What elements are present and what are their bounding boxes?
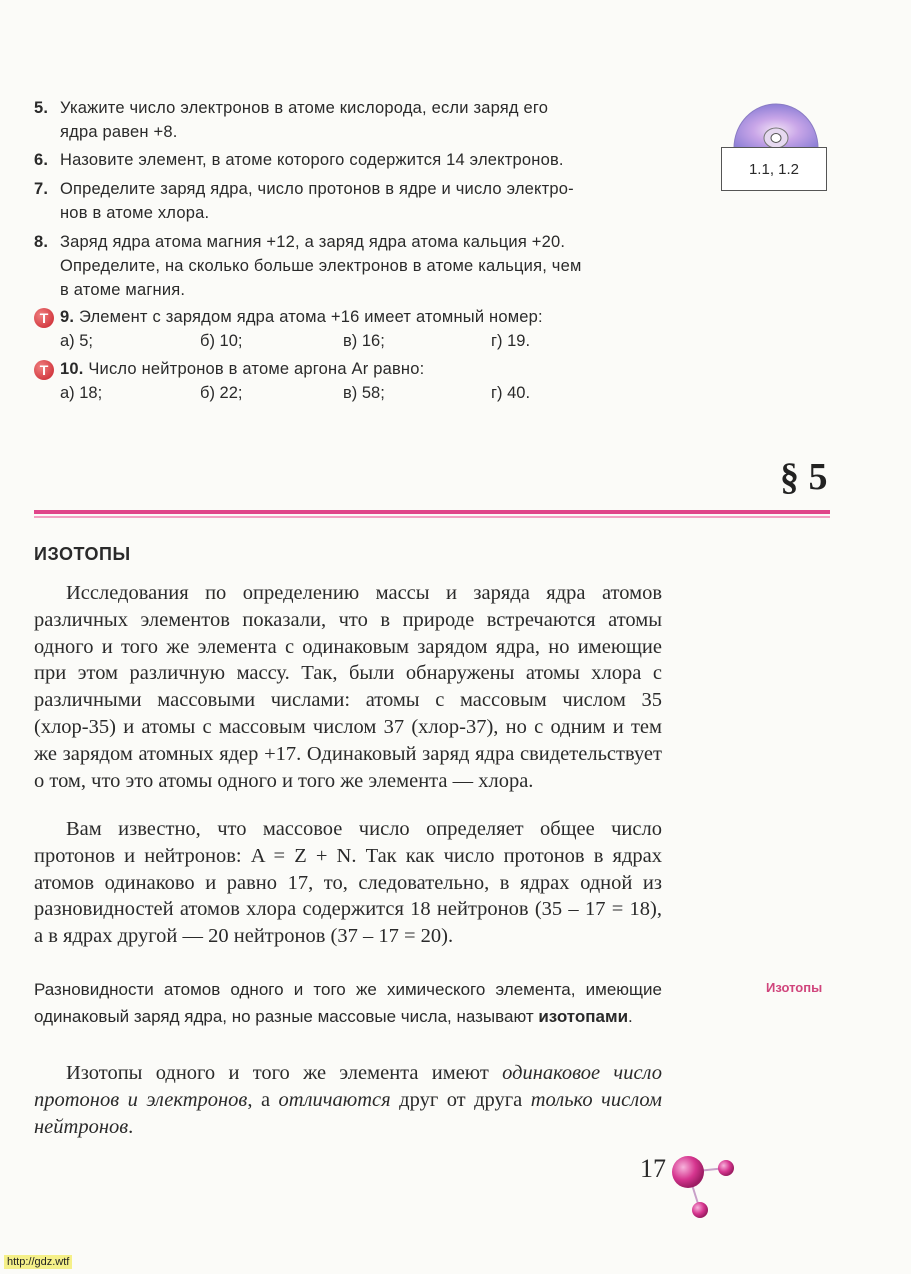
cd-reference-box: 1.1, 1.2 xyxy=(721,147,827,191)
definition-block xyxy=(34,977,662,1030)
paragraph-2 xyxy=(34,816,662,950)
question-text-cont: Определите, на сколько больше электронов в атоме кальция, чем xyxy=(60,257,582,275)
option-d: г) 19. xyxy=(491,332,531,350)
option-b: б) 22; xyxy=(200,384,243,402)
option-a: а) 18; xyxy=(60,384,103,402)
text-span: Изотопы одного и того же элемента имеют xyxy=(66,1062,503,1084)
definition-term: изотопами xyxy=(538,1006,629,1026)
question-text: Назовите элемент, в атоме которого содержится 14 электронов. xyxy=(60,151,564,169)
option-c: в) 58; xyxy=(343,384,385,402)
cd-disc-icon xyxy=(730,98,830,150)
paragraph-3 xyxy=(34,1060,662,1140)
question-8 xyxy=(34,230,674,302)
question-text: Заряд ядра атома магния +12, а заряд ядра атома кальция +20. xyxy=(60,233,566,251)
page-number: 17 xyxy=(640,1154,666,1183)
question-text-cont: ядра равен +8. xyxy=(60,123,178,141)
watermark-link[interactable]: http://gdz.wtf xyxy=(4,1255,72,1269)
question-6 xyxy=(34,148,674,172)
test-question-9 xyxy=(60,305,660,329)
question-number: 5. xyxy=(34,99,49,117)
question-text: Укажите число электронов в атоме кислорода, если заряд его xyxy=(60,99,549,117)
molecule-icon xyxy=(664,1150,744,1222)
definition-text: Разновидности атомов одного и того же химического элемента, имеющие одинаковый заряд ядра, но разные массовые числа, называют xyxy=(34,980,662,1026)
question-5 xyxy=(34,96,674,144)
option-d: г) 40. xyxy=(491,384,531,402)
question-text: Число нейтронов в атоме аргона Ar равно: xyxy=(88,360,425,378)
question-number: 9. xyxy=(60,308,75,326)
question-number: 6. xyxy=(34,151,49,169)
text-span: , а xyxy=(247,1088,279,1111)
question-number: 7. xyxy=(34,180,49,198)
question-number: 8. xyxy=(34,233,49,251)
test-badge-icon: Т xyxy=(34,308,54,328)
section-divider xyxy=(34,510,830,514)
test-question-10 xyxy=(60,357,660,381)
test-badge-icon: Т xyxy=(34,360,54,380)
section-heading: ИЗОТОПЫ xyxy=(34,544,131,564)
question-text-cont: нов в атоме хлора. xyxy=(60,204,210,222)
question-text-cont2: в атоме магния. xyxy=(60,281,186,299)
definition-end: . xyxy=(628,1006,633,1026)
italic-span: отличаются xyxy=(278,1088,391,1111)
section-number: § 5 xyxy=(780,456,828,498)
paragraph-text: Исследования по определению массы и заряда ядра атомов различных элементов показали, что в природе встречаются атомы одного и того же элемента с одинаковым зарядом ядра, но имеющие при этом различную массу. Так, были обнаружены атомы хлора с различными массовыми числами: атомы с массовым числом 35 (хлор-35) и атомы с массовым числом 37 (хлор-37), но с одним и тем же зарядом атомных ядер +17. Одинаковый заряд ядра свидетельствует о том, что это атомы одного и того же элемента — хлора. xyxy=(34,582,662,792)
italic-span: только числом нейтронов xyxy=(34,1088,662,1138)
paragraph-text xyxy=(34,1060,662,1140)
question-text: Определите заряд ядра, число протонов в ядре и число электро- xyxy=(60,180,574,198)
paragraph-text: Вам известно, что массовое число определяет общее число протонов и нейтронов: A = Z + N. Так как число протонов в ядрах атомов одинаково и равно 17, то, следовательно, в ядрах одной из разновидностей атомов хлора содержится 18 нейтронов (35 – 17 = 18), а в ядрах другой — 20 нейтронов (37 – 17 = 20). xyxy=(34,818,662,948)
paragraph-1 xyxy=(34,580,662,794)
option-b: б) 10; xyxy=(200,332,243,350)
option-c: в) 16; xyxy=(343,332,385,350)
question-7 xyxy=(34,177,674,225)
margin-label: Изотопы xyxy=(766,980,823,995)
section-divider-thin xyxy=(34,516,830,518)
text-span: друг от друга xyxy=(390,1088,531,1111)
question-text: Элемент с зарядом ядра атома +16 имеет атомный номер: xyxy=(78,308,543,326)
text-span: . xyxy=(128,1115,134,1138)
italic-span: одинаковое число протонов и электронов xyxy=(34,1062,662,1111)
question-number: 10. xyxy=(60,360,84,378)
option-a: а) 5; xyxy=(60,332,94,350)
